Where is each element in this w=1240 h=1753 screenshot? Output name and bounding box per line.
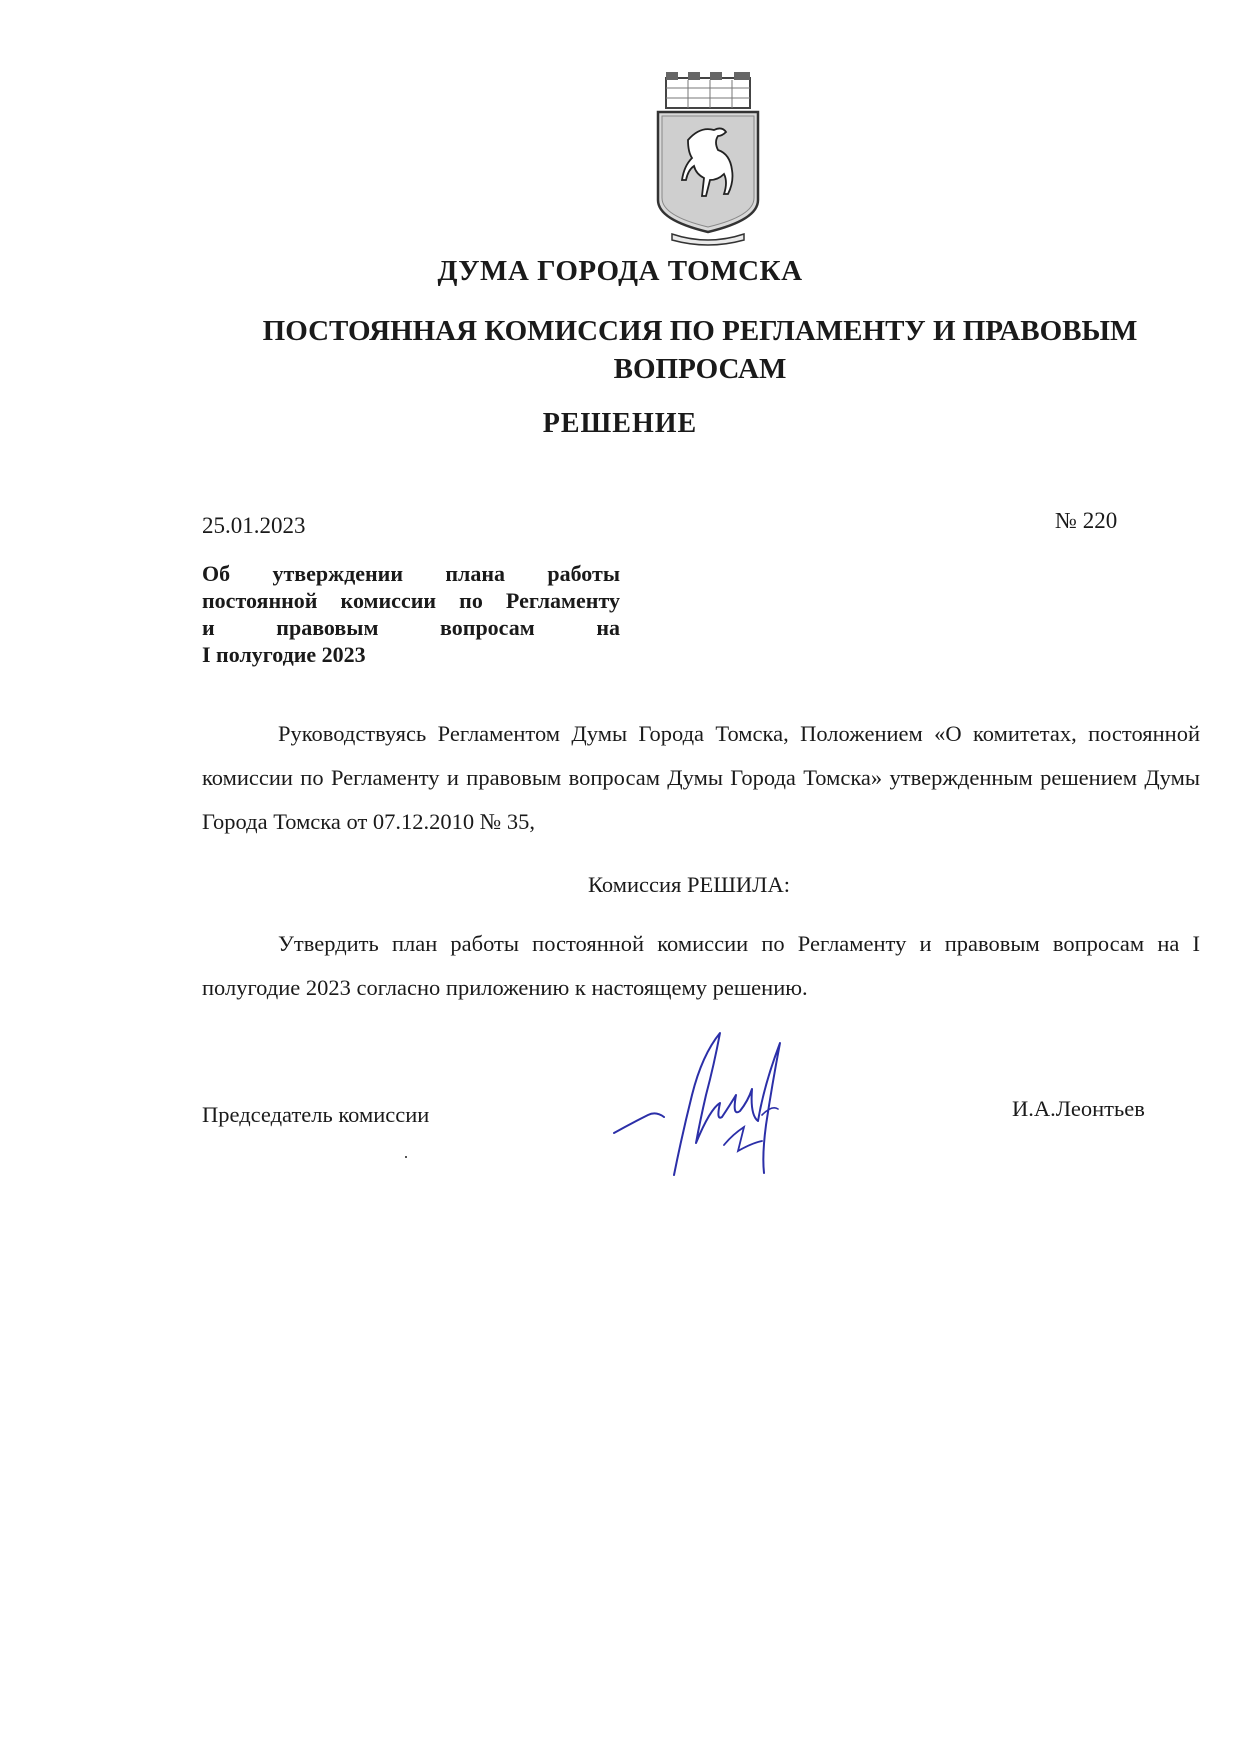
commission-title: ПОСТОЯННАЯ КОМИССИЯ ПО РЕГЛАМЕНТУ И ПРАВОВЫМ ВОПРОСАМ [262, 315, 1138, 385]
subject-line: постоянной комиссии по Регламенту [202, 588, 620, 613]
preamble-paragraph: Руководствуясь Регламентом Думы Города Томска, Положением «О комитетах, постоянной комиссии по Регламенту и правовым вопросам Думы Города Томска» утвержденным решением Думы Города Томска от 07.12.2010 № 35, [202, 721, 1200, 834]
document-date: 25.01.2023 [202, 513, 306, 538]
signatory-position: Председатель комиссии [202, 1102, 430, 1127]
scan-speck [405, 1156, 407, 1158]
signatory-name: И.А.Леонтьев [1012, 1096, 1145, 1121]
document-number: № 220 [1055, 508, 1118, 533]
duma-title: ДУМА ГОРОДА ТОМСКА [437, 255, 803, 287]
subject-line: I полугодие 2023 [202, 642, 366, 667]
document-type: РЕШЕНИЕ [542, 408, 698, 439]
decided-heading: Комиссия РЕШИЛА: [588, 872, 790, 897]
decision-paragraph: Утвердить план работы постоянной комиссии по Регламенту и правовым вопросам на I полугодие 2023 согласно приложению к настоящему решению. [202, 931, 1200, 1000]
coat-of-arms-icon [648, 70, 768, 248]
signature-icon [612, 1025, 862, 1180]
document-subject [202, 560, 620, 668]
subject-line: и правовым вопросам на [202, 615, 620, 640]
subject-line: Об утверждении плана работы [202, 561, 620, 586]
